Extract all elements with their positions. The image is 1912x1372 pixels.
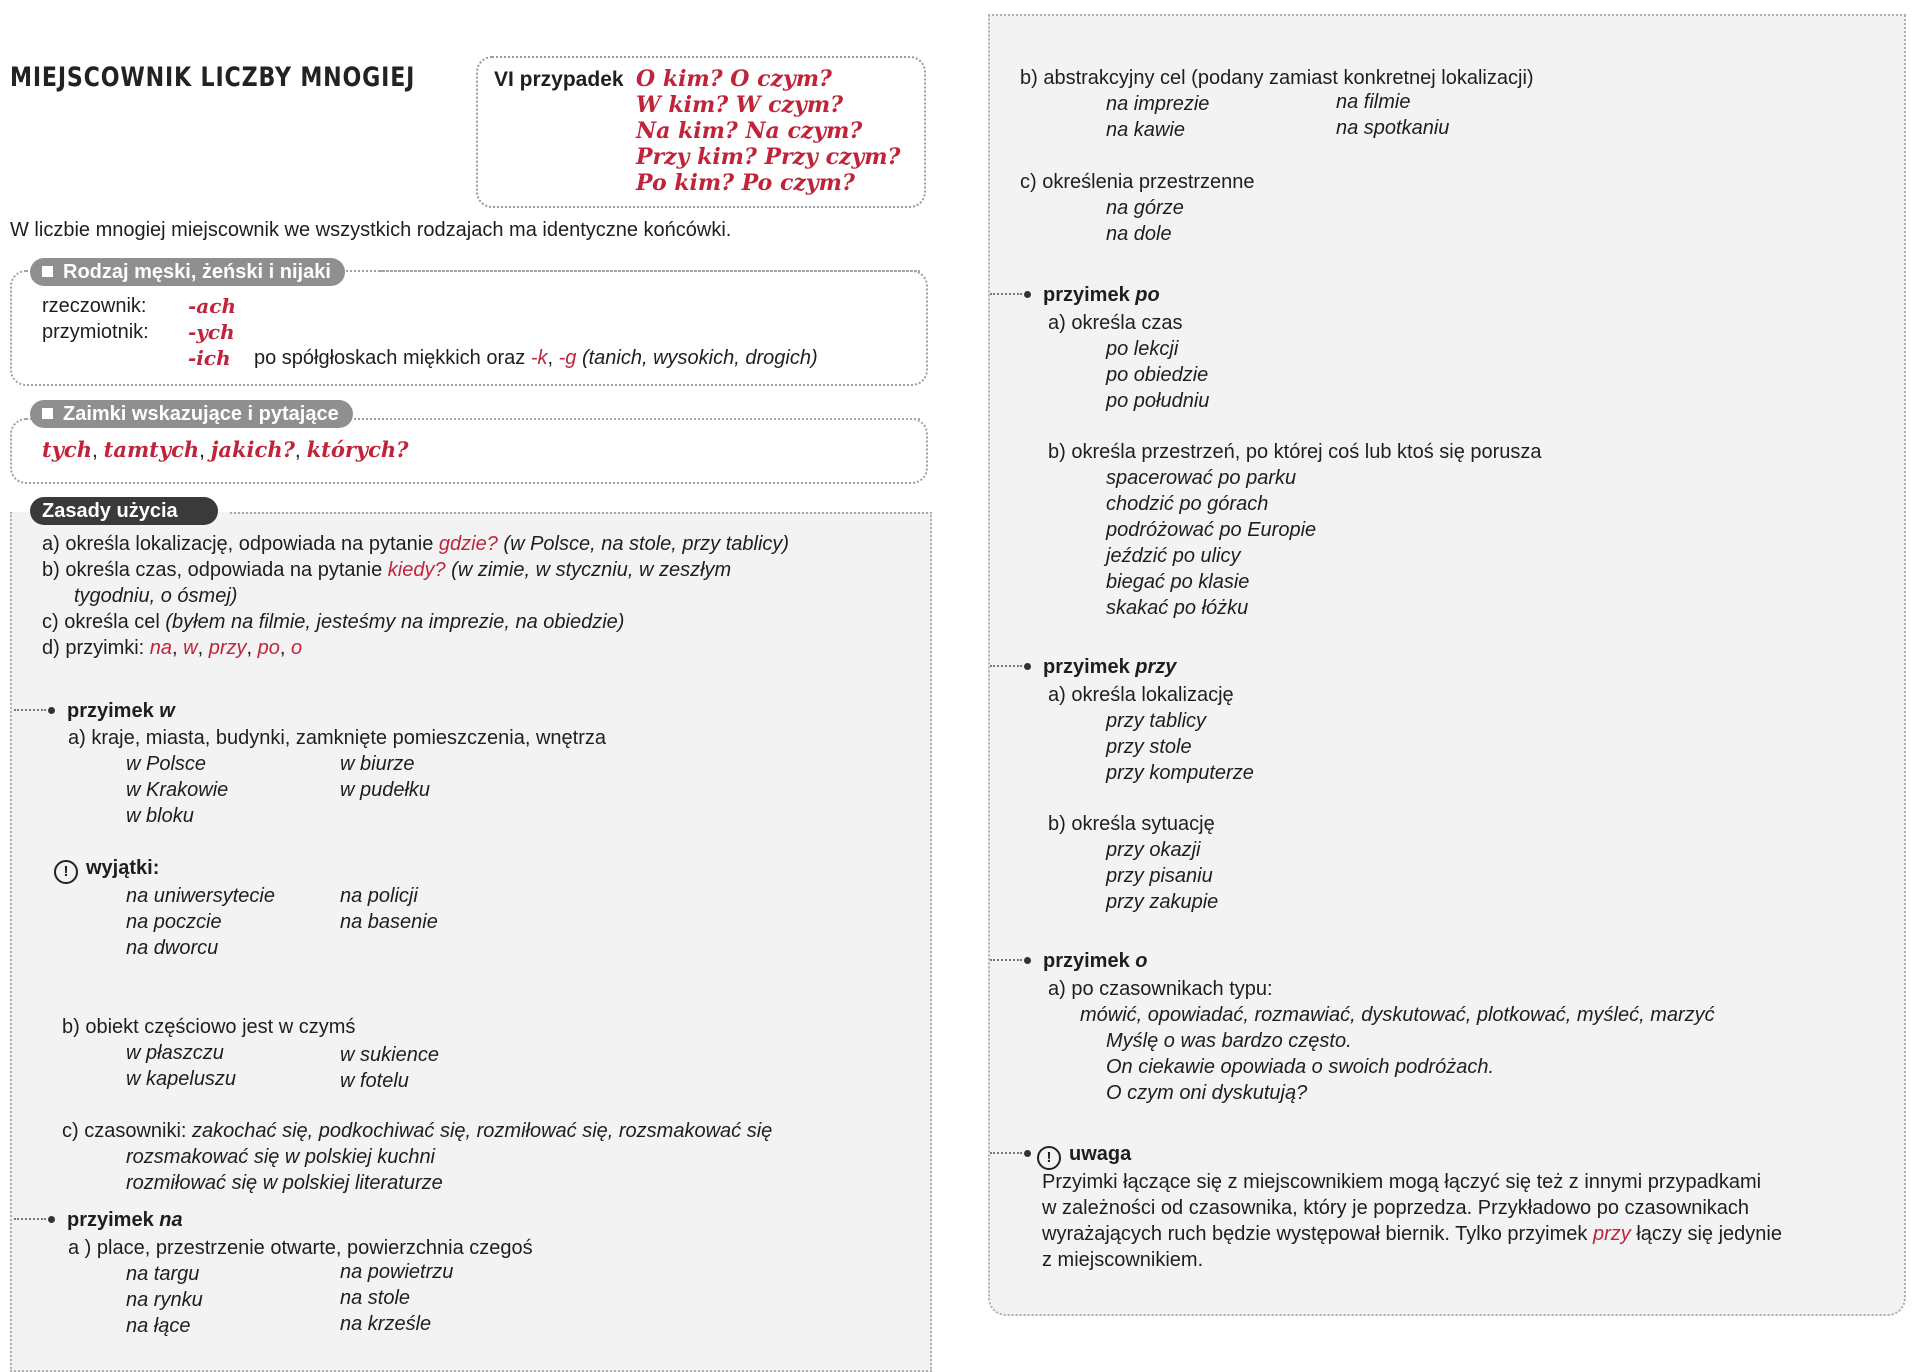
prep-w-heading: przyimek w — [14, 700, 175, 723]
example: rozsmakować się w polskiej kuchni — [126, 1146, 436, 1168]
example: na dworcu — [126, 937, 219, 959]
verbs-list: mówić, opowiadać, rozmawiać, dyskutować, plotkować, myśleć, marzyć — [1080, 1004, 1715, 1026]
case-box — [476, 56, 926, 208]
example: spacerować po parku — [1106, 467, 1297, 489]
example: podróżować po Europie — [1106, 519, 1317, 541]
example: na targu — [126, 1263, 200, 1285]
example: na powietrzu — [340, 1261, 454, 1283]
example: na górze — [1106, 197, 1184, 219]
example: skakać po łóżku — [1106, 597, 1249, 619]
example: rozmiłować się w polskiej literaturze — [126, 1172, 443, 1194]
example: na rynku — [126, 1289, 203, 1311]
example: na dole — [1106, 223, 1172, 245]
gender-header: Rodzaj męski, żeński i nijaki — [30, 258, 345, 286]
prep-na-c: c) określenia przestrzenne — [1020, 171, 1255, 193]
note-line: wyrażających ruch będzie występował biernik. Tylko przyimek przy łączy się jedynie — [1042, 1223, 1782, 1245]
noun-ending: -ach — [188, 294, 236, 318]
example: w fotelu — [340, 1070, 409, 1092]
example: na uniwersytecie — [126, 885, 275, 907]
prep-przy-heading: przyimek przy — [990, 656, 1176, 679]
divider — [380, 270, 920, 272]
rule-a: a) określa lokalizację, odpowiada na pytanie gdzie? (w Polsce, na stole, przy tablicy) — [42, 533, 790, 555]
exclamation-icon: ! — [54, 860, 78, 884]
example: w Polsce — [126, 753, 207, 775]
pronouns-list: tych, tamtych, jakich?, których? — [42, 437, 409, 462]
prep-na-heading: przyimek na — [14, 1209, 183, 1232]
example: w pudełku — [340, 779, 431, 801]
prep-o-a: a) po czasownikach typu: — [1048, 978, 1273, 1000]
example: na stole — [340, 1287, 411, 1309]
example: na łące — [126, 1315, 191, 1337]
example: chodzić po górach — [1106, 493, 1269, 515]
example: przy komputerze — [1106, 762, 1254, 784]
example: przy stole — [1106, 736, 1192, 758]
prep-przy-b: b) określa sytuację — [1048, 813, 1215, 835]
rule-d: d) przyimki: na, w, przy, po, o — [42, 637, 303, 659]
example: przy tablicy — [1106, 710, 1207, 732]
rule-b-cont: tygodniu, o ósmej) — [74, 585, 238, 607]
example: na kawie — [1106, 119, 1185, 141]
note-line: w zależności od czasownika, który je poprzedza. Przykładowo po czasownikach — [1042, 1197, 1750, 1219]
case-question: Na kim? Na czym? — [636, 118, 863, 144]
case-question: Przy kim? Przy czym? — [636, 144, 901, 170]
case-question: W kim? W czym? — [636, 92, 844, 118]
case-question: O kim? O czym? — [636, 66, 832, 92]
intro-text: W liczbie mnogiej miejscownik we wszystkich rodzajach ma identyczne końcówki. — [10, 219, 732, 241]
example: na spotkaniu — [1336, 117, 1450, 139]
example: przy zakupie — [1106, 891, 1219, 913]
divider — [390, 418, 920, 420]
example: Myślę o was bardzo często. — [1106, 1030, 1352, 1052]
example: po południu — [1106, 390, 1210, 412]
adj-label: przymiotnik: — [42, 321, 149, 343]
exceptions-heading: ! wyjątki: — [54, 857, 159, 884]
prep-po-a: a) określa czas — [1048, 312, 1183, 334]
adj-ending-soft: -ich — [188, 346, 231, 370]
rule-c: c) określa cel (byłem na filmie, jesteśmy na imprezie, na obiedzie) — [42, 611, 625, 633]
example: w płaszczu — [126, 1042, 224, 1064]
example: na basenie — [340, 911, 438, 933]
note-line: Przyimki łączące się z miejscownikiem mogą łączyć się też z innymi przypadkami — [1042, 1171, 1762, 1193]
example: w kapeluszu — [126, 1068, 237, 1090]
example: po obiedzie — [1106, 364, 1209, 386]
example: w sukience — [340, 1044, 439, 1066]
example: O czym oni dyskutują? — [1106, 1082, 1308, 1104]
example: On ciekawie opowiada o swoich podróżach. — [1106, 1056, 1494, 1078]
prep-w-a: a) kraje, miasta, budynki, zamknięte pomieszczenia, wnętrza — [68, 727, 607, 749]
example: na filmie — [1336, 91, 1411, 113]
note-line: z miejscownikiem. — [1042, 1249, 1204, 1271]
soft-consonant-note: po spółgłoskach miękkich oraz -k, -g (tanich, wysokich, drogich) — [254, 347, 818, 369]
rules-header: Zasady użycia — [30, 497, 218, 525]
example: na krześle — [340, 1313, 432, 1335]
prep-po-heading: przyimek po — [990, 284, 1160, 307]
divider — [230, 512, 928, 514]
example: na imprezie — [1106, 93, 1210, 115]
case-question: Po kim? Po czym? — [636, 170, 855, 196]
example: biegać po klasie — [1106, 571, 1250, 593]
prep-na-b: b) abstrakcyjny cel (podany zamiast konkretnej lokalizacji) — [1020, 67, 1534, 89]
pronouns-header: Zaimki wskazujące i pytające — [30, 400, 353, 428]
note-heading: ! uwaga — [990, 1143, 1131, 1170]
example: przy okazji — [1106, 839, 1201, 861]
prep-przy-a: a) określa lokalizację — [1048, 684, 1234, 706]
example: w Krakowie — [126, 779, 229, 801]
example: w bloku — [126, 805, 194, 827]
page-title: MIEJSCOWNIK LICZBY MNOGIEJ — [10, 62, 416, 93]
example: na poczcie — [126, 911, 222, 933]
prep-w-c: c) czasowniki: zakochać się, podkochiwać się, rozmiłować się, rozsmakować się — [62, 1120, 773, 1142]
noun-label: rzeczownik: — [42, 295, 147, 317]
example: jeździć po ulicy — [1106, 545, 1241, 567]
example: przy pisaniu — [1106, 865, 1213, 887]
prep-w-b: b) obiekt częściowo jest w czymś — [62, 1016, 356, 1038]
exclamation-icon: ! — [1037, 1146, 1061, 1170]
prep-o-heading: przyimek o — [990, 950, 1148, 973]
adj-ending: -ych — [188, 320, 235, 344]
case-label: VI przypadek — [494, 68, 624, 91]
example: na policji — [340, 885, 418, 907]
rule-b: b) określa czas, odpowiada na pytanie kiedy? (w zimie, w styczniu, w zeszłym — [42, 559, 732, 581]
prep-na-a: a ) place, przestrzenie otwarte, powierzchnia czegoś — [68, 1237, 533, 1259]
prep-po-b: b) określa przestrzeń, po której coś lub ktoś się porusza — [1048, 441, 1542, 463]
example: po lekcji — [1106, 338, 1179, 360]
example: w biurze — [340, 753, 415, 775]
